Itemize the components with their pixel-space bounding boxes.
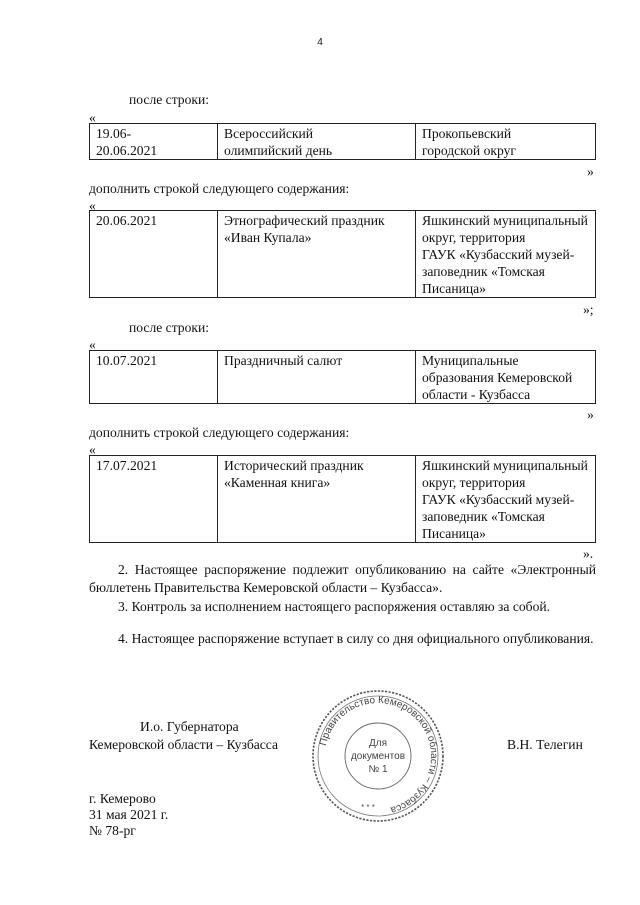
event-cell: Этнографический праздник «Иван Купала» — [218, 211, 416, 298]
paragraph-2: 2. Настоящее распоряжение подлежит опубликованию на сайте «Электронный бюллетень Правительства Кемеровской области – Кузбасса». — [89, 562, 596, 595]
add-line-2: дополнить строкой следующего содержания: — [89, 181, 350, 196]
signature-name: В.Н. Телегин — [507, 737, 583, 752]
schedule-row-table-4 — [89, 455, 596, 543]
close-quote-1: » — [587, 164, 594, 179]
date-cell: 17.07.2021 — [90, 456, 218, 543]
footer-number: № 78-рг — [89, 823, 136, 838]
date-cell: 19.06- 20.06.2021 — [90, 124, 218, 160]
footer-date: 31 мая 2021 г. — [89, 807, 169, 822]
paragraph-4: 4. Настоящее распоряжение вступает в силу со дня официального опубликования. — [118, 631, 594, 646]
page-number: 4 — [317, 37, 323, 48]
date-cell: 10.07.2021 — [90, 351, 218, 404]
location-cell: Яшкинский муниципальный округ, территория ГАУК «Кузбасский музей- заповедник «Томская Писаница» — [416, 456, 596, 543]
open-quote-2: « — [89, 198, 96, 213]
location-cell: Прокопьевский городской округ — [416, 124, 596, 160]
stamp-center-line-3: № 1 — [368, 764, 388, 775]
schedule-row-table-2 — [89, 210, 596, 298]
table-row — [90, 124, 596, 160]
table-row — [90, 351, 596, 404]
date-cell: 20.06.2021 — [90, 211, 218, 298]
open-quote-1: « — [89, 110, 96, 125]
stamp-ring-text: Правительство Кемеровской области – Кузбасса — [318, 694, 440, 816]
stamp-center-line-2: документов — [350, 751, 406, 762]
open-quote-3: « — [89, 337, 96, 352]
after-line-3: после строки: — [129, 320, 210, 335]
paragraph-3: 3. Контроль за исполнением настоящего распоряжения оставляю за собой. — [118, 599, 551, 614]
official-stamp — [310, 688, 446, 824]
signature-position-line-1: И.о. Губернатора — [140, 719, 239, 734]
location-cell: Муниципальные образования Кемеровской области - Кузбасса — [416, 351, 596, 404]
event-cell: Исторический праздник «Каменная книга» — [218, 456, 416, 543]
signature-position-line-2: Кемеровской области – Кузбасса — [89, 737, 279, 752]
event-cell: Праздничный салют — [218, 351, 416, 404]
after-line-1: после строки: — [129, 92, 210, 107]
add-line-4: дополнить строкой следующего содержания: — [89, 425, 350, 440]
footer-city: г. Кемерово — [89, 791, 156, 806]
close-quote-2: »; — [583, 302, 594, 317]
schedule-row-table-1 — [89, 123, 596, 160]
stamp-center-line-1: Для — [368, 738, 388, 749]
table-row — [90, 456, 596, 543]
event-cell: Всероссийский олимпийский день — [218, 124, 416, 160]
schedule-row-table-3 — [89, 350, 596, 404]
table-row — [90, 211, 596, 298]
location-cell: Яшкинский муниципальный округ, территория ГАУК «Кузбасский музей- заповедник «Томская Писаница» — [416, 211, 596, 298]
stamp-stars: * * * — [361, 803, 375, 812]
open-quote-4: « — [89, 442, 96, 457]
close-quote-3: » — [587, 407, 594, 422]
close-quote-4: ». — [583, 546, 594, 561]
